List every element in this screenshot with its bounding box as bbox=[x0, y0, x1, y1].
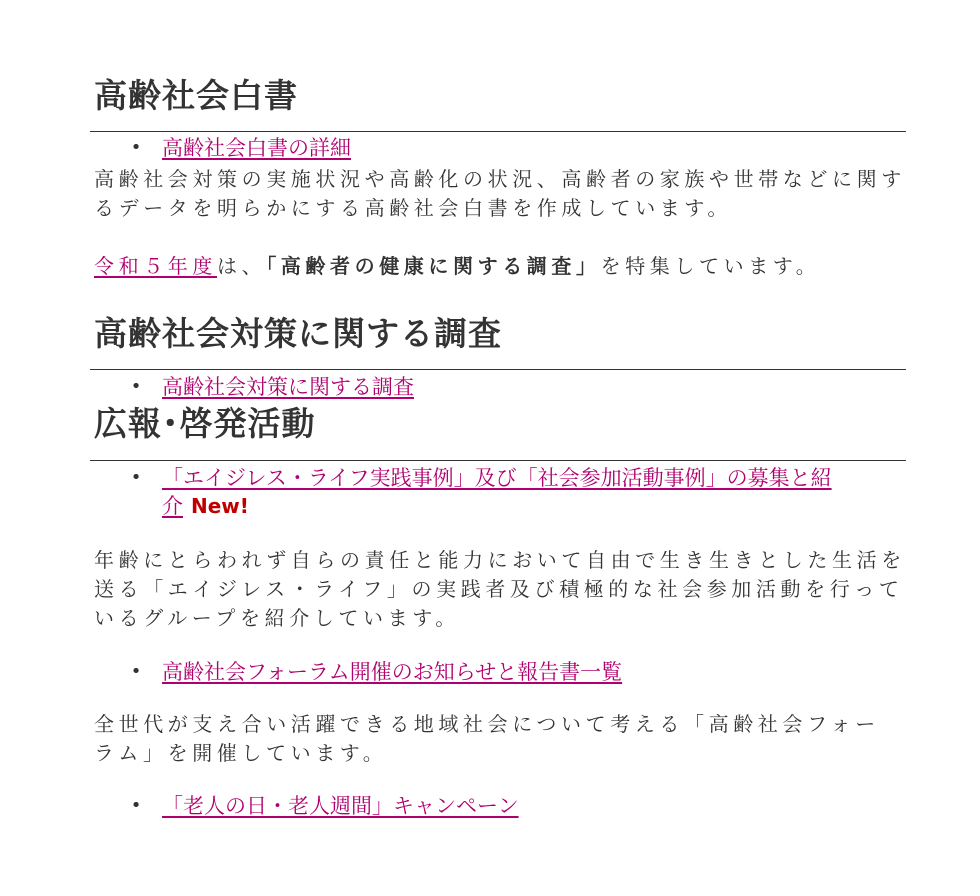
list-item bbox=[94, 792, 906, 820]
bullet-icon: • bbox=[130, 137, 142, 158]
heading-white-paper: 高齢社会白書 bbox=[94, 76, 298, 115]
white-paper-description: 高齢社会対策の実施状況や高齢化の状況、高齢者の家族や世帯などに関するデータを明らかにする高齢社会白書を作成しています。 bbox=[94, 167, 906, 220]
list-survey bbox=[94, 373, 906, 401]
bullet-icon: • bbox=[130, 661, 142, 682]
survey-link[interactable]: 高齢社会対策に関する調査 bbox=[162, 375, 414, 399]
ageless-life-description: 年齢にとらわれず自らの責任と能力において自由で生き生きとした生活を送る「エイジレス・ライフ」の実践者及び積極的な社会参加活動を行っているグループを紹介しています。 bbox=[94, 548, 906, 630]
ageless-life-link-text-cont: 介 bbox=[162, 494, 183, 518]
note-feature-title: 「高齢者の健康に関する調査」 bbox=[266, 254, 601, 278]
bullet-icon: • bbox=[130, 795, 142, 816]
list-item bbox=[94, 658, 906, 686]
new-badge: New! bbox=[191, 494, 249, 518]
note-text-pre: は、 bbox=[217, 254, 267, 278]
list-white-paper bbox=[94, 134, 906, 162]
elderly-day-campaign-link[interactable]: 「老人の日・老人週間」キャンペーン bbox=[162, 794, 519, 818]
list-ageless-life bbox=[94, 464, 906, 520]
list-campaign bbox=[94, 792, 906, 820]
ageless-life-link-text: 「エイジレス・ライフ実践事例」及び「社会参加活動事例」の募集と紹 bbox=[162, 466, 832, 490]
bullet-icon: • bbox=[130, 467, 142, 488]
divider bbox=[90, 131, 906, 132]
divider bbox=[90, 460, 906, 461]
white-paper-note bbox=[94, 252, 864, 281]
list-forum bbox=[94, 658, 906, 686]
heading-survey: 高齢社会対策に関する調査 bbox=[94, 314, 502, 353]
divider bbox=[90, 369, 906, 370]
heading-pr-activities: 広報･啓発活動 bbox=[94, 404, 316, 443]
note-text-post: を特集しています。 bbox=[600, 254, 821, 278]
ageless-life-link[interactable] bbox=[162, 466, 832, 518]
list-item bbox=[94, 464, 906, 520]
white-paper-detail-link[interactable]: 高齢社会白書の詳細 bbox=[162, 136, 351, 160]
bullet-icon: • bbox=[130, 376, 142, 397]
forum-description: 全世代が支え合い活躍できる地域社会について考える「高齢社会フォーラム」を開催しています。 bbox=[94, 712, 880, 765]
list-item bbox=[94, 373, 906, 401]
forum-link[interactable]: 高齢社会フォーラム開催のお知らせと報告書一覧 bbox=[162, 660, 623, 684]
reiwa5-link[interactable]: 令和５年度 bbox=[94, 254, 217, 278]
list-item bbox=[94, 134, 906, 162]
